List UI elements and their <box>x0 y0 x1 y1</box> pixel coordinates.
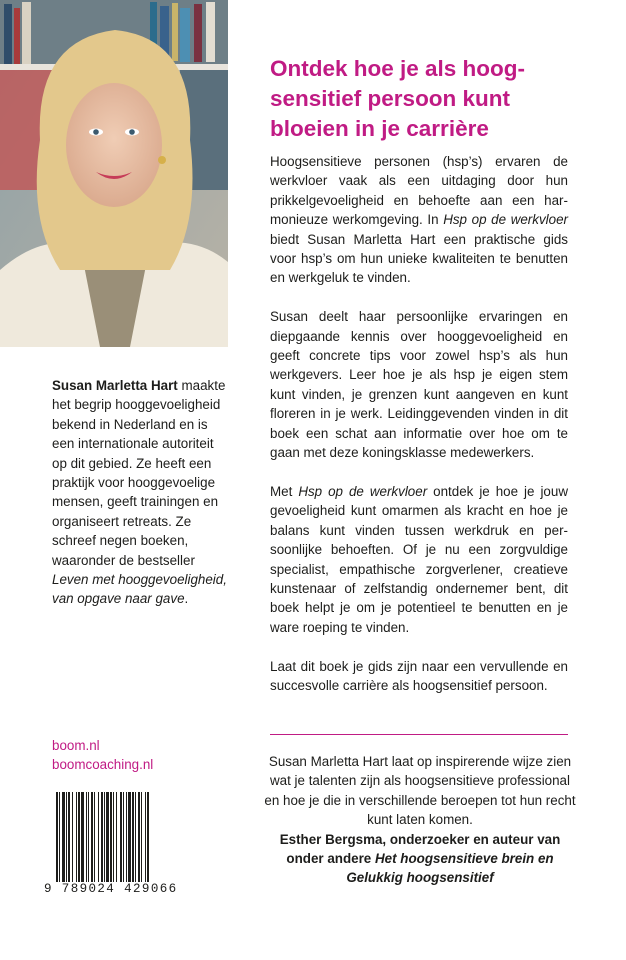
barcode-bar <box>106 792 109 884</box>
barcode-bar <box>59 792 60 884</box>
blurb-text: ontdek je hoe je jouw gevoeligheid kunt omarmen als kracht en hoe je balans kunt vinden tussen werkdruk en persoonlijke behoeften. Of je nu een zorgvuldige specialist, empathische zorgverlener, creatieve kunstenaar of zelfstandig ondernemer bent, dit boek helpt je om je potentieel te benutten en je ware roeping te vinden. <box>270 483 568 635</box>
publisher-links <box>52 736 228 775</box>
barcode-bar <box>76 792 77 884</box>
blurb-text: Met <box>270 483 299 499</box>
author-bio <box>52 376 228 609</box>
author-name: Susan Marletta Hart <box>52 378 178 393</box>
barcode-bar <box>135 792 136 884</box>
barcode-bar <box>94 792 95 884</box>
blurb <box>270 152 568 715</box>
barcode-bar <box>91 792 93 884</box>
isbn-number: 9 789024 429066 <box>44 882 194 896</box>
link-boomcoaching[interactable]: boomcoaching.nl <box>52 757 154 773</box>
link-boom[interactable]: boom.nl <box>52 738 100 753</box>
barcode-bar <box>66 792 67 884</box>
bio-text: maakte het begrip hooggevoeligheid bekend in Nederland en is een internationale autoriteit op dit gebied. Ze heeft een praktijk voor hooggevoelige mensen, geeft trainingen en organiseert retreats. Ze schreef negen boeken, waaronder de bestseller <box>52 378 226 568</box>
endorsement-text: Susan Marletta Hart laat op inspirerende wijze zien wat je talenten zijn als hoogsensitieve professional en hoe je die in verschillende beroepen tot hun recht kunt laten komen. <box>264 754 576 828</box>
barcode-bar <box>104 792 105 884</box>
endorser-books: Het hoogsensitieve brein en Gelukkig hoogsensitief <box>346 851 554 886</box>
barcode-bar <box>81 792 84 884</box>
barcode-bar <box>120 792 122 884</box>
barcode-bar <box>86 792 87 884</box>
book-title-italic: Hsp op de werkvloer <box>298 483 428 499</box>
blurb-paragraph-3 <box>270 482 568 637</box>
back-cover-headline: Ontdek hoe je als hoogsensitief persoon kunt bloeien in je carrière <box>270 56 526 141</box>
bio-end: . <box>184 591 189 607</box>
divider-line <box>270 734 568 735</box>
bio-book-title: Leven met hooggevoeligheid, van opgave naar gave <box>52 572 227 607</box>
barcode-bar <box>62 792 65 884</box>
blurb-text: Hoogsensitieve personen (hsp’s) ervaren de werkvloer vaak als een uitdaging door hun prikkelgevoeligheid en behoefte aan een harmonieuze werkomgeving. In <box>270 154 568 228</box>
barcode-bar <box>101 792 103 884</box>
barcode-bar <box>72 792 73 884</box>
barcode-bar <box>113 792 114 884</box>
barcode-bar <box>68 792 70 884</box>
barcode-bar <box>88 792 89 884</box>
barcode-bar <box>128 792 131 884</box>
barcode-bar <box>56 792 58 884</box>
barcode-bar <box>138 792 140 884</box>
barcode-bar <box>116 792 117 884</box>
book-title-italic: Hsp op de werkvloer <box>443 212 568 228</box>
barcode-bar <box>132 792 134 884</box>
author-photo <box>0 0 228 347</box>
blurb-paragraph-4: Laat dit boek je gids zijn naar een vervullende en succesvolle carrière als hoogsensitief persoon. <box>270 658 568 693</box>
endorsement-author <box>264 830 576 888</box>
barcode-bar <box>123 792 124 884</box>
barcode-bar <box>141 792 142 884</box>
endorser-name: Esther Bergsma, onderzoeker en auteur van onder andere <box>279 831 561 867</box>
blurb-paragraph-1 <box>270 152 568 288</box>
barcode-bar <box>110 792 112 884</box>
barcode-bar <box>147 792 149 884</box>
barcode-bar <box>78 792 80 884</box>
barcode-bar <box>145 792 146 884</box>
barcode-bar <box>98 792 99 884</box>
barcode-bar <box>126 792 127 884</box>
endorsement <box>264 752 576 888</box>
blurb-paragraph-2: Susan deelt haar persoonlijke ervaringen en diepgaande kennis over hooggevoeligheid en geeft concrete tips voor zowel hsp’s als hun werkgevers. Leer hoe je als hsp je eigen stem kunt vinden, je grenzen kunt aangeven en kunt floreren in je werk. Leidinggevenden vinden in dit boek een schat aan informatie over hoe om te gaan met deze koningsklasse medewerkers. <box>270 309 568 461</box>
blurb-text: biedt Susan Marletta Hart een praktische gids voor hsp’s om hun unieke kwaliteiten te benutten en werkgeluk te vinden. <box>270 231 568 286</box>
